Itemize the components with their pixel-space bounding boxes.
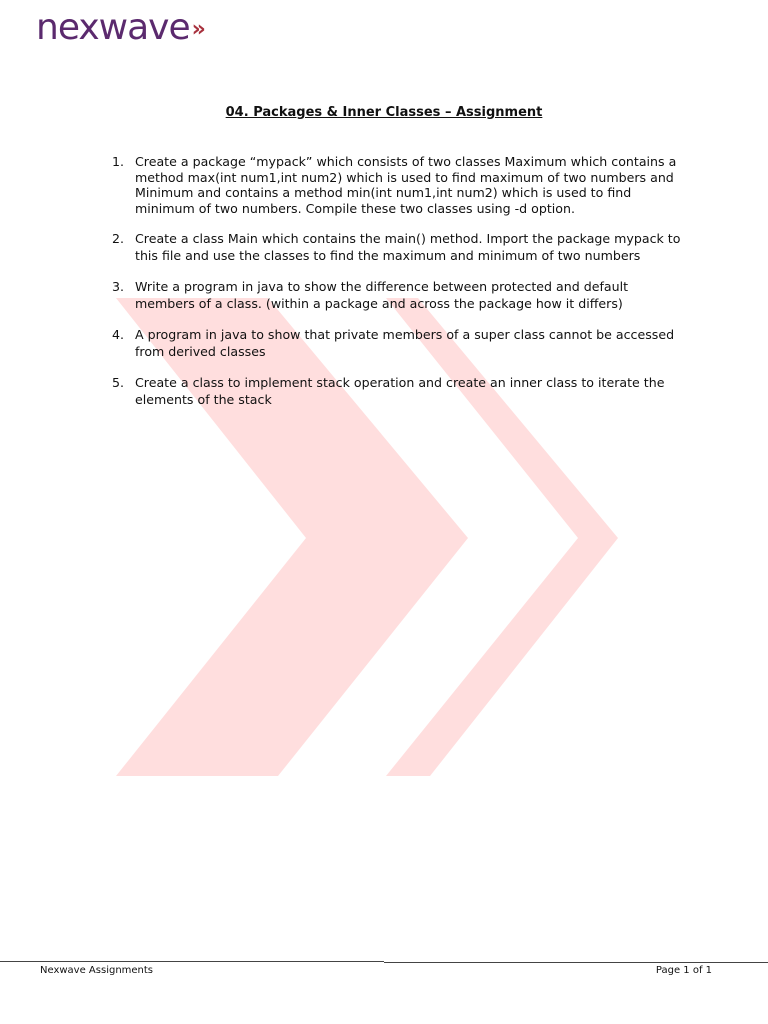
logo-chevron-icon: »	[191, 17, 206, 42]
task-number: 1.	[112, 154, 125, 169]
document-title: 04. Packages & Inner Classes – Assignment	[225, 105, 543, 120]
task-number: 2.	[112, 231, 125, 246]
page-number: Page 1 of 1	[655, 965, 712, 976]
task-number: 4.	[112, 327, 125, 342]
list-item	[112, 278, 682, 312]
task-text: Write a program in java to show the difference between protected and default members of a class. (within a package and across the package how it differs)	[135, 279, 629, 311]
task-text: Create a class Main which contains the main() method. Import the package mypack to this file and use the classes to find the maximum and minimum of two numbers	[135, 231, 681, 263]
task-text: Create a package “mypack” which consists of two classes Maximum which contains a method max(int num1,int num2) which is used to find maximum of two numbers and Minimum and contains a method min(int num1,int num2) which is used to find minimum of two numbers. Compile these two classes using -d option.	[135, 154, 677, 216]
list-item	[112, 374, 682, 408]
assignment-task-list	[112, 154, 682, 422]
nexwave-logo	[36, 8, 206, 48]
list-item	[112, 154, 682, 216]
list-item	[112, 230, 682, 264]
list-item	[112, 326, 682, 360]
task-text: Create a class to implement stack operation and create an inner class to iterate the elements of the stack	[135, 375, 665, 407]
footer-label: Nexwave Assignments	[40, 965, 154, 976]
task-number: 3.	[112, 279, 125, 294]
logo-wordmark: nexwave	[36, 7, 190, 48]
task-number: 5.	[112, 375, 125, 390]
footer-divider-right	[384, 962, 768, 963]
footer-divider-left	[0, 961, 384, 962]
task-text: A program in java to show that private members of a super class cannot be accessed from derived classes	[135, 327, 675, 359]
